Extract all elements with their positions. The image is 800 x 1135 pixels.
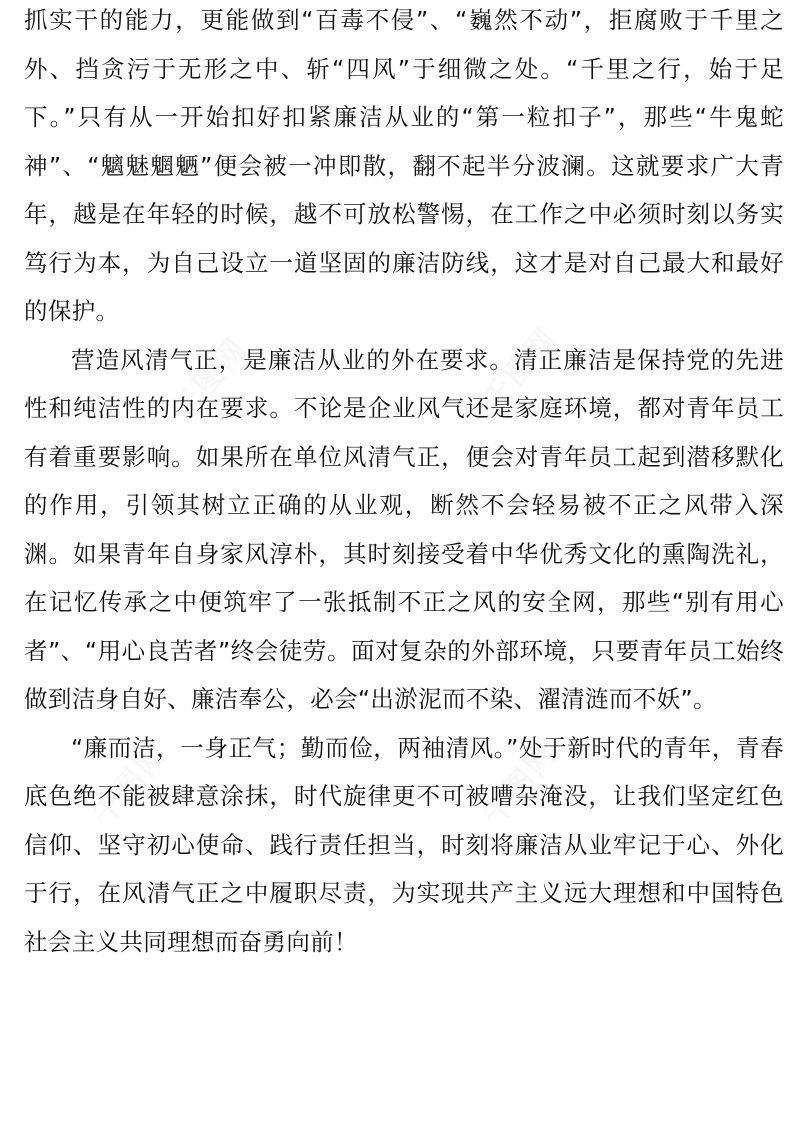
watermark: 千图网 (86, 736, 175, 833)
paragraph-continuation: 抓实干的能力，更能做到“百毒不侵”、“巍然不动”，拒腐败于千里之外、挡贪污于无形之中、斩“四风”于细微之处。“千里之行，始于足下。”只有从一开始扣好扣紧廉洁从业的“第一粒扣子”，那些“牛鬼蛇神”、“魑魅魍魉”便会被一冲即散，翻不起半分波澜。这就要求广大青年，越是在年轻的时候，越不可放松警惕，在工作之中必须时刻以务实笃行为本，为自己设立一道坚固的廉洁防线，这才是对自己最大和最好的保护。 (24, 6, 784, 325)
paragraph-integrity-environment: 营造风清气正，是廉洁从业的外在要求。清正廉洁是保持党的先进性和纯洁性的内在要求。不论是企业风气还是家庭环境，都对青年员工有着重要影响。如果所在单位风清气正，便会对青年员工起到潜移默化的作用，引领其树立正确的从业观，断然不会轻易被不正之风带入深渊。如果青年自身家风淳朴，其时刻接受着中华优秀文化的熏陶洗礼，在记忆传承之中便筑牢了一张抵制不正之风的安全网，那些“别有用心者”、“用心良苦者”终会徒劳。面对复杂的外部环境，只要青年员工始终做到洁身自好、廉洁奉公，必会“出淤泥而不染、濯清涟而不妖”。 (24, 345, 784, 713)
watermark: 千图网 (476, 736, 565, 833)
watermark: 千图网 (166, 331, 255, 428)
watermark: 千图网 (476, 321, 565, 418)
document-body (24, 0, 784, 966)
paragraph-conclusion: “廉而洁，一身正气；勤而俭，两袖清风。”处于新时代的青年，青春底色绝不能被肆意涂抹，时代旋律更不可被嘈杂淹没，让我们坚定红色信仰、坚守初心使命、践行责任担当，时刻将廉洁从业牢记于心、外化于行，在风清气正之中履职尽责，为实现共产主义远大理想和中国特色社会主义共同理想而奋勇向前！ (24, 733, 784, 956)
